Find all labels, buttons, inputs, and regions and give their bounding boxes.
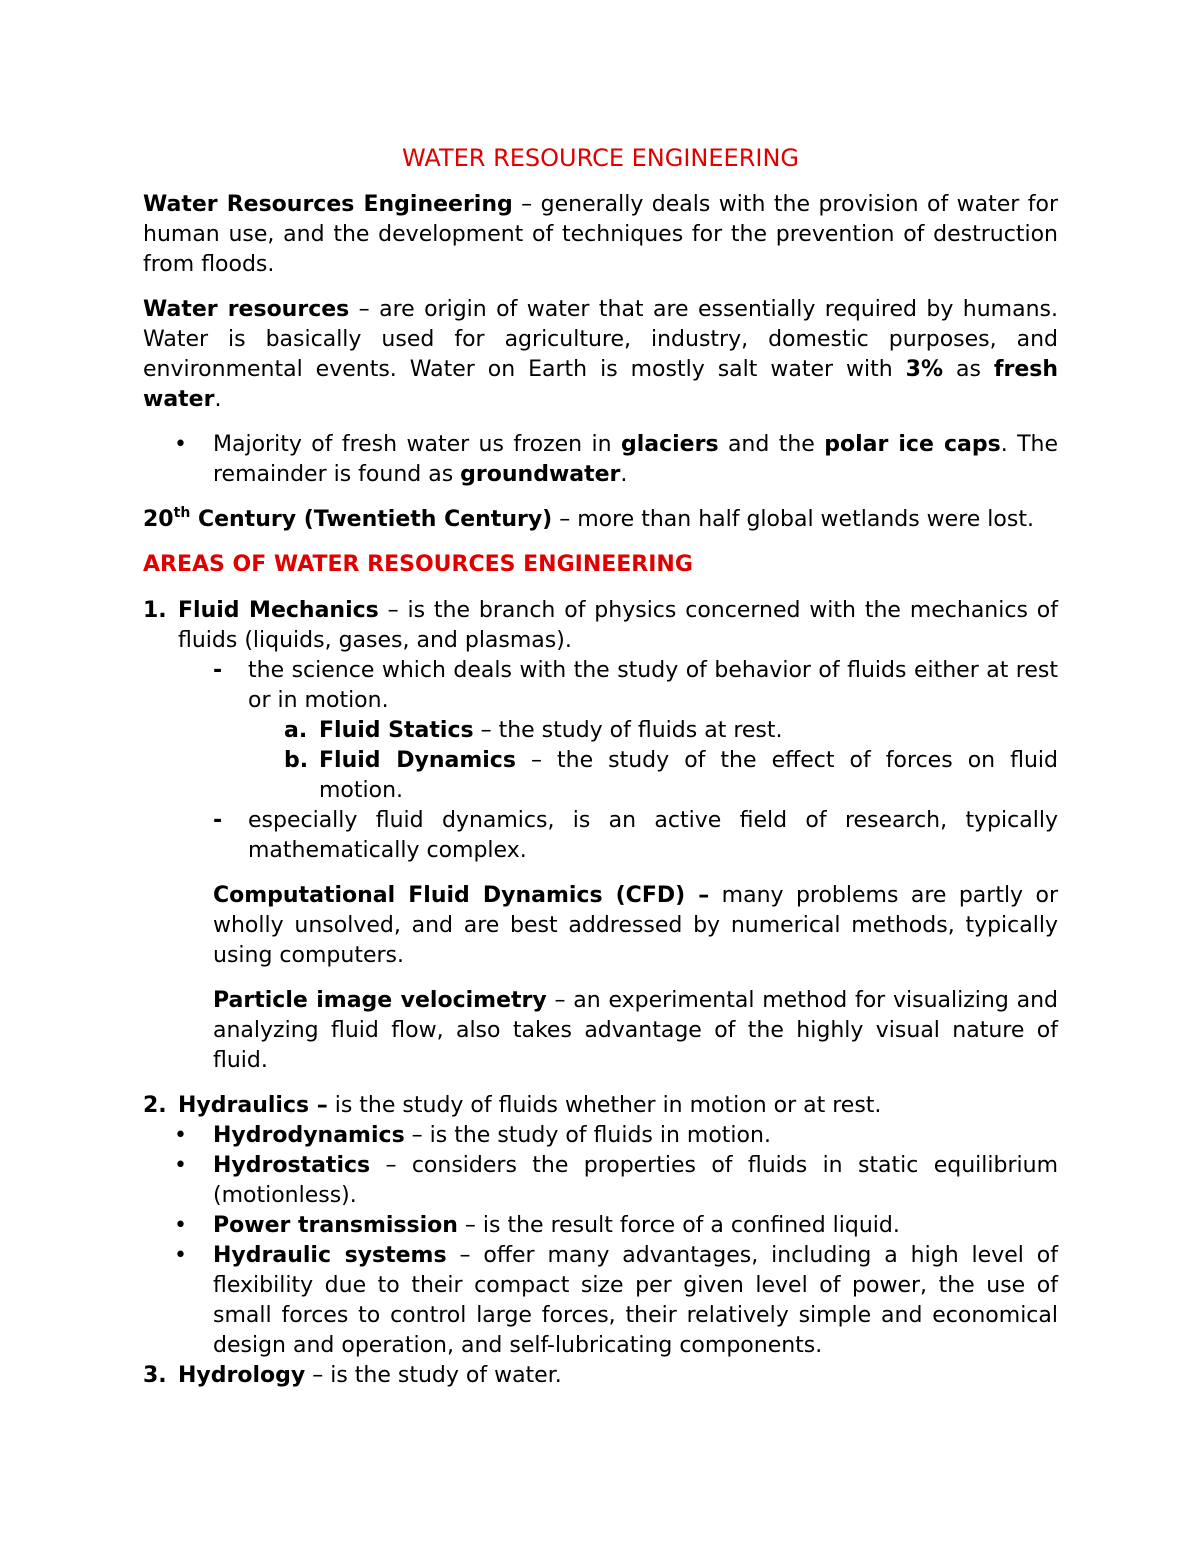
intro-paragraph-2: Water resources – are origin of water that are essentially required by humans. Water is basically used for agriculture, industry, domestic purposes, and environmental events. Water on Earth is mostly salt water with 3% as fresh water. <box>143 297 1059 412</box>
dash-marker: - <box>213 808 223 833</box>
sub-bullet-hydrodynamics: • Hydrodynamics – is the study of fluids in motion. <box>143 1121 1058 1151</box>
sub-item-fluid-dynamics: b. Fluid Dynamics – the study of the effect of forces on fluid motion. <box>284 748 1059 803</box>
document-page <box>143 140 1058 1391</box>
list-item: • Majority of fresh water us frozen in glaciers and the polar ice caps. The remainder is found as groundwater. <box>174 432 1058 487</box>
list-item-fluid-mechanics: 1. Fluid Mechanics – is the branch of physics concerned with the mechanics of fluids (liquids, gases, and plasmas). <box>143 598 1058 653</box>
sub-item-fluid-statics: a. Fluid Statics – the study of fluids at rest. <box>143 716 1058 746</box>
list-item-hydraulics: 2. Hydraulics – is the study of fluids whether in motion or at rest. <box>143 1091 1058 1121</box>
piv-paragraph: Particle image velocimetry – an experimental method for visualizing and analyzing fluid flow, also takes advantage of the highly visual nature of fluid. <box>213 988 1058 1073</box>
bullet-marker: • <box>174 432 187 457</box>
dash-item: - especially fluid dynamics, is an active field of research, typically mathematically complex. <box>213 808 1058 863</box>
bullet-marker: • <box>174 1213 187 1238</box>
dash-item: - the science which deals with the study of behavior of fluids either at rest or in motion. <box>213 658 1058 713</box>
cfd-paragraph: Computational Fluid Dynamics (CFD) – many problems are partly or wholly unsolved, and are best addressed by numerical methods, typically using computers. <box>213 883 1058 968</box>
definition: – generally deals with the provision of water for human use, and the development of techniques for the prevention of destruction from floods. <box>143 192 1058 277</box>
section-heading: AREAS OF WATER RESOURCES ENGINEERING <box>143 552 693 577</box>
list-item-hydrology: 3. Hydrology – is the study of water. <box>143 1361 1058 1391</box>
bullet-marker: • <box>174 1153 187 1178</box>
bullet-marker: • <box>174 1243 187 1268</box>
item-number: 3. <box>143 1363 167 1388</box>
century-paragraph: 20th Century (Twentieth Century) – more than half global wetlands were lost. <box>143 505 1034 532</box>
fresh-water-bullet-list <box>143 430 1058 490</box>
sub-bullet-hydrostatics: • Hydrostatics – considers the properties of fluids in static equilibrium (motionless). <box>174 1153 1058 1208</box>
intro-paragraph-1 <box>143 190 1058 280</box>
bullet-marker: • <box>174 1123 187 1148</box>
item-letter: b. <box>284 748 309 773</box>
item-letter: a. <box>284 718 308 743</box>
dash-marker: - <box>213 658 223 683</box>
term: Water resources <box>143 297 350 322</box>
sub-bullet-power-transmission: • Power transmission – is the result force of a confined liquid. <box>143 1211 1058 1241</box>
sub-bullet-hydraulic-systems: • Hydraulic systems – offer many advantages, including a high level of flexibility due to their compact size per given level of power, the use of small forces to control large forces, their relatively simple and economical design and operation, and self-lubricating components. <box>174 1243 1058 1358</box>
document-title: WATER RESOURCE ENGINEERING <box>401 144 800 172</box>
term: Water Resources Engineering <box>143 192 513 217</box>
item-number: 1. <box>143 598 167 623</box>
item-number: 2. <box>143 1093 167 1118</box>
